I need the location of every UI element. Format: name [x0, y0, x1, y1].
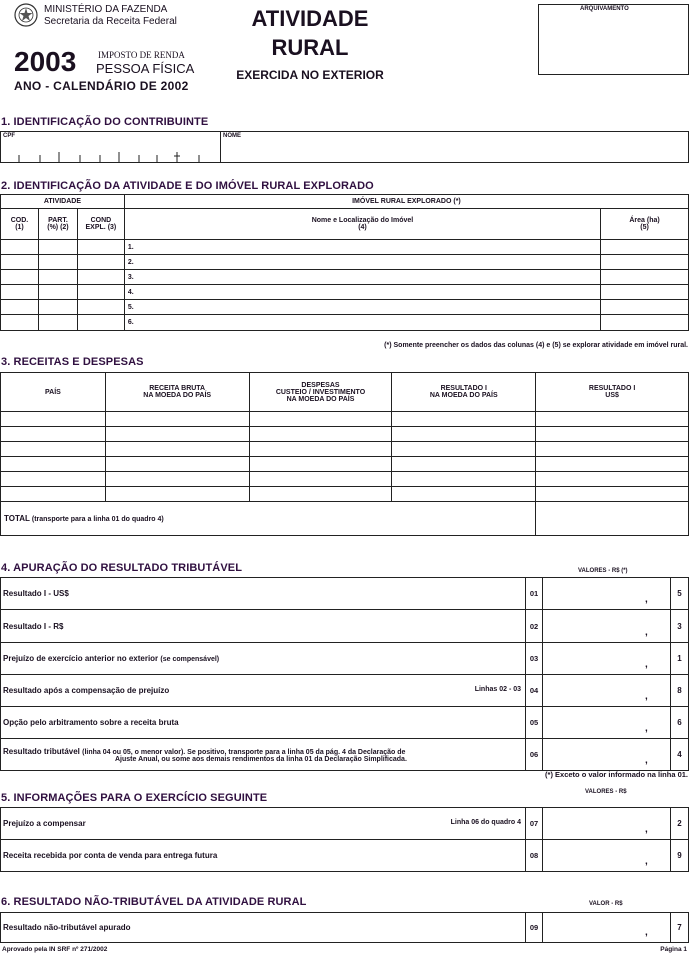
col-revenue: RECEITA BRUTA NA MOEDA DO PAÍS — [105, 373, 249, 412]
form-year: 2003 — [14, 46, 77, 77]
col-part: PART. (%) (2) — [38, 209, 77, 240]
table-row[interactable]: 3. — [1, 270, 689, 285]
tax-type-line1: IMPOSTO DE RENDA — [98, 50, 185, 60]
section4-values-label: VALORES - R$ (*) — [578, 568, 628, 574]
line-number: 02 — [525, 609, 543, 643]
next-year-table — [0, 807, 689, 872]
calc-row — [0, 706, 689, 739]
line-number: 05 — [525, 706, 543, 739]
check-digit: 4 — [670, 738, 689, 771]
col-area: Área (ha) (5) — [601, 209, 689, 240]
value-input[interactable]: , — [543, 642, 670, 675]
value-input[interactable]: , — [543, 706, 670, 739]
line-number: 03 — [525, 642, 543, 675]
col-expenses: DESPESAS CUSTEIO / INVESTIMENTO NA MOEDA DO PAÍS — [249, 373, 392, 412]
section6-values-label: VALOR - R$ — [589, 901, 623, 907]
activity-table — [0, 194, 689, 331]
line-number: 04 — [525, 674, 543, 707]
revenue-table — [0, 372, 689, 536]
calc-row-label: Resultado I - R$ — [3, 621, 64, 631]
value-input[interactable]: , — [543, 839, 670, 872]
calc-row — [0, 642, 689, 675]
value-input[interactable]: , — [543, 738, 670, 771]
calendar-year: ANO - CALENDÁRIO DE 2002 — [14, 79, 189, 93]
calc-row-label: Receita recebida por conta de venda para entrega futura — [3, 851, 218, 860]
calc-row — [0, 674, 689, 707]
form-title-line1: ATIVIDADE — [251, 6, 369, 31]
section2-footnote: (*) Somente preencher os dados das colunas (4) e (5) se explorar atividade em imóvel rural. — [384, 342, 688, 349]
col-country: PAÍS — [1, 373, 106, 412]
calc-row — [0, 912, 689, 943]
table-row[interactable]: 1. — [1, 240, 689, 255]
secretariat-name: Secretaria da Receita Federal — [44, 16, 177, 27]
name-field[interactable] — [223, 141, 685, 161]
value-input[interactable]: , — [543, 609, 670, 643]
identification-box — [0, 131, 689, 163]
section6-title: 6. RESULTADO NÃO-TRIBUTÁVEL DA ATIVIDADE RURAL — [1, 896, 307, 908]
section5-values-label: VALORES - R$ — [585, 789, 627, 795]
calc-row-label: Resultado após a compensação de prejuízo Linhas 02 - 03 — [3, 686, 521, 695]
check-digit: 6 — [670, 706, 689, 739]
col-cod: COD. (1) — [1, 209, 39, 240]
check-digit: 9 — [670, 839, 689, 872]
non-taxable-table — [0, 912, 689, 943]
section5-title: 5. INFORMAÇÕES PARA O EXERCÍCIO SEGUINTE — [1, 792, 268, 804]
calc-row — [0, 807, 689, 840]
property-header: IMÓVEL RURAL EXPLORADO (*) — [124, 195, 688, 209]
form-title-line2: RURAL — [271, 35, 349, 60]
tax-type-line2: PESSOA FÍSICA — [96, 61, 195, 76]
check-digit: 8 — [670, 674, 689, 707]
approval-note: Aprovado pela IN SRF nº 271/2002 — [2, 946, 108, 953]
activity-header: ATIVIDADE — [1, 195, 125, 209]
table-row[interactable]: 5. — [1, 300, 689, 315]
archive-label: ARQUIVAMENTO — [580, 6, 629, 12]
line-number: 08 — [525, 839, 543, 872]
name-label: NOME — [223, 133, 241, 139]
value-input[interactable]: , — [543, 807, 670, 840]
section1-title: 1. IDENTIFICAÇÃO DO CONTRIBUINTE — [1, 116, 209, 128]
table-row[interactable]: 2. — [1, 255, 689, 270]
col-result-usd: RESULTADO I US$ — [536, 373, 689, 412]
section3-title: 3. RECEITAS E DESPESAS — [1, 356, 144, 368]
calc-row — [0, 839, 689, 872]
table-row[interactable]: 6. — [1, 315, 689, 331]
calc-row-label: Prejuízo a compensar Linha 06 do quadro 4 — [3, 819, 521, 828]
table-row[interactable] — [1, 457, 689, 472]
cpf-label: CPF — [3, 133, 15, 139]
table-row[interactable] — [1, 472, 689, 487]
cpf-field[interactable] — [3, 142, 219, 162]
value-input[interactable]: , — [543, 577, 670, 610]
table-row[interactable] — [1, 427, 689, 442]
col-cond: COND EXPL. (3) — [77, 209, 124, 240]
check-digit: 1 — [670, 642, 689, 675]
table-row[interactable] — [1, 442, 689, 457]
total-row[interactable]: TOTAL (transporte para a linha 01 do quadro 4) — [1, 502, 689, 536]
total-label: TOTAL — [4, 514, 30, 523]
line-number: 01 — [525, 577, 543, 610]
calc-row — [0, 738, 689, 771]
calc-row-label: Resultado I - US$ — [3, 589, 69, 598]
calc-row-label: Resultado não-tributável apurado — [3, 923, 131, 932]
check-digit: 3 — [670, 609, 689, 643]
table-row[interactable]: 4. — [1, 285, 689, 300]
check-digit: 2 — [670, 807, 689, 840]
section4-title: 4. APURAÇÃO DO RESULTADO TRIBUTÁVEL — [1, 562, 243, 574]
line-number: 09 — [525, 912, 543, 943]
check-digit: 7 — [670, 912, 689, 943]
page-number: Página 1 — [660, 946, 687, 953]
section4-footnote: (*) Exceto o valor informado na linha 01. — [545, 770, 688, 779]
calc-row-label: Prejuízo de exercício anterior no exterior (se compensável) — [3, 654, 220, 663]
table-row[interactable] — [1, 487, 689, 502]
calc-row-label: Resultado tributável (linha 04 ou 05, o menor valor). Se positivo, transporte para a linha 05 da pág. 4 da Declaração de Ajuste Anual, ou some aos demais rendimentos da linha 01 da Declaração Simplificada. — [3, 746, 407, 763]
col-property-name: Nome e Localização do Imóvel (4) — [124, 209, 600, 240]
value-input[interactable]: , — [543, 912, 670, 943]
form-subtitle: EXERCIDA NO EXTERIOR — [236, 68, 384, 82]
section2-title: 2. IDENTIFICAÇÃO DA ATIVIDADE E DO IMÓVEL RURAL EXPLORADO — [1, 180, 374, 192]
archive-box[interactable] — [538, 4, 689, 75]
table-row[interactable] — [1, 412, 689, 427]
check-digit: 5 — [670, 577, 689, 610]
calc-row — [0, 609, 689, 643]
calc-table — [0, 577, 689, 771]
ministry-name: MINISTÉRIO DA FAZENDA — [44, 4, 168, 15]
calc-row-label: Opção pelo arbitramento sobre a receita bruta — [3, 718, 179, 727]
value-input[interactable]: , — [543, 674, 670, 707]
line-number: 07 — [525, 807, 543, 840]
calc-row — [0, 577, 689, 610]
col-result-local: RESULTADO I NA MOEDA DO PAÍS — [392, 373, 536, 412]
ministry-emblem-icon — [14, 3, 38, 27]
line-number: 06 — [525, 738, 543, 771]
